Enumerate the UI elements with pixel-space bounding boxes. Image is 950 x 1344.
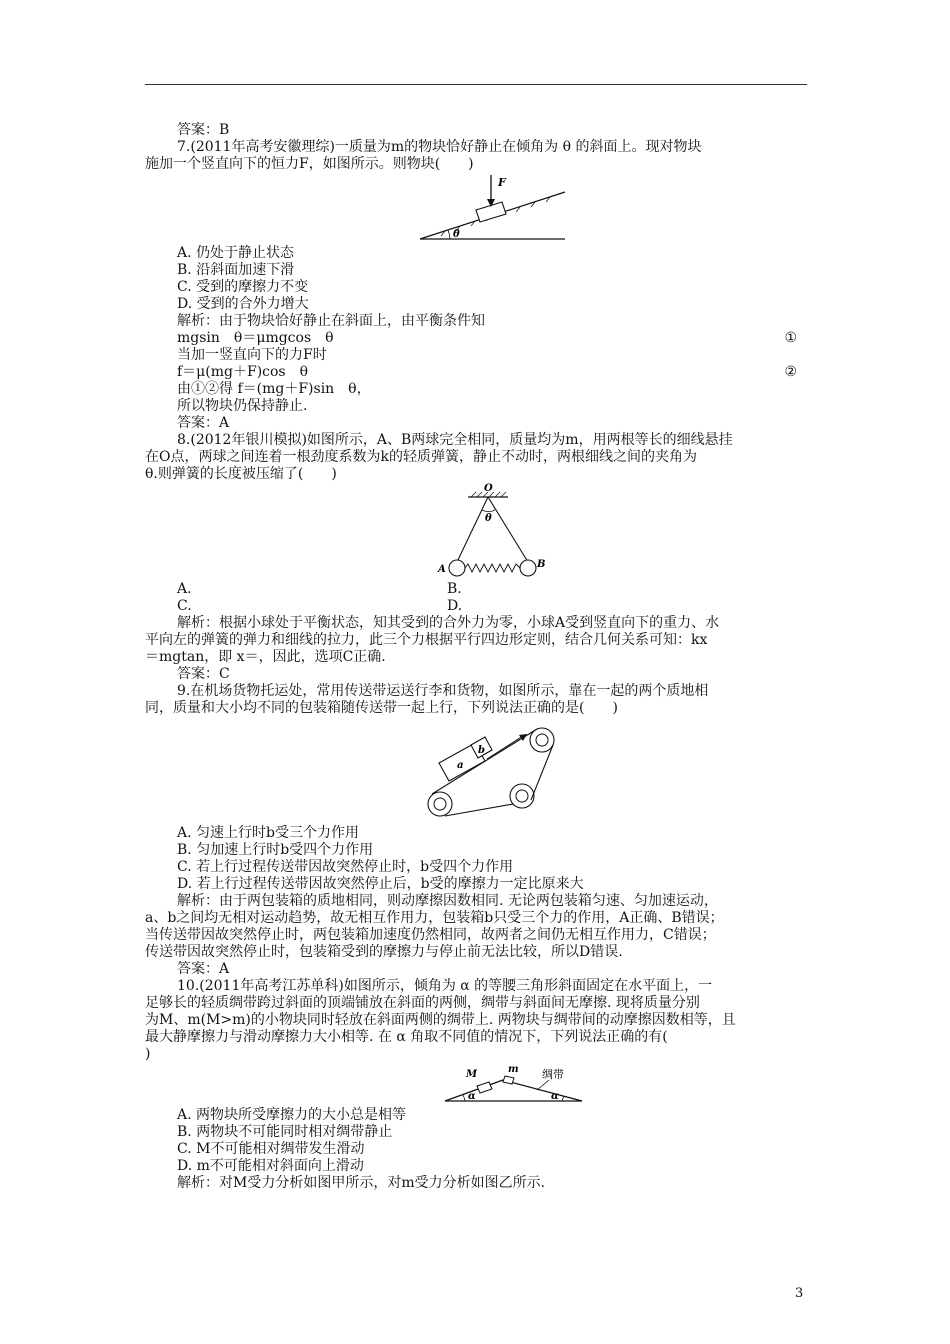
q7-solution-line1: 解析：由于物块恰好静止在斜面上，由平衡条件知 [177, 313, 485, 329]
q8-spring-figure [145, 483, 807, 581]
suspended-balls-diagram [449, 492, 536, 576]
point-o-label: O [484, 483, 493, 494]
header-rule [145, 84, 807, 85]
q9-stem-line2: 同，质量和大小均不同的包装箱随传送带一起上行，下列说法正确的是( ) [145, 700, 618, 716]
q7-option-c: C. 受到的摩擦力不变 [177, 279, 309, 295]
q8-solution-line1: 解析：根据小球处于平衡状态，知其受到的合外力为零，小球A受到竖直向下的重力、水 [177, 615, 720, 631]
page-number: 3 [795, 1286, 804, 1301]
q9-option-c: C. 若上行过程传送带因故突然停止时，b受四个力作用 [177, 859, 514, 875]
incline-block-diagram [420, 175, 565, 239]
q10-solution-line1: 解析：对M受力分析如图甲所示，对m受力分析如图乙所示. [177, 1175, 546, 1191]
q7-option-b: B. 沿斜面加速下滑 [177, 262, 295, 278]
q10-incline-figure [145, 1063, 807, 1107]
q6-answer: 答案：B [177, 122, 230, 138]
q7-solution-line4: 所以物块仍保持静止. [177, 398, 308, 414]
equation-text: mgsin θ＝μmgcos θ [177, 330, 334, 346]
q10-stem-line2: 足够长的轻质绸带跨过斜面的顶端铺放在斜面的两侧，绸带与斜面间无摩擦. 现将质量分别 [145, 995, 700, 1011]
q8-option-d: D. [447, 598, 463, 614]
angle-label: θ [453, 229, 460, 240]
q7-equation-1 [145, 330, 807, 347]
q7-equation-2 [145, 364, 807, 381]
q9-solution-line4: 传送带因故突然停止时，包装箱受到的摩擦力与停止前无法比较，所以D错误. [145, 944, 623, 960]
q8-options-row2 [145, 598, 807, 615]
q7-stem-line1: 7.(2011年高考安徽理综)一质量为m的物块恰好静止在倾角为 θ 的斜面上。现对物块 [177, 139, 702, 155]
ball-b-label: B [537, 559, 546, 570]
q10-option-a: A. 两物块所受摩擦力的大小总是相等 [177, 1107, 407, 1123]
q9-option-a: A. 匀速上行时b受三个力作用 [177, 825, 359, 841]
q8-option-b: B. [447, 581, 462, 597]
q8-option-a: A. [177, 581, 192, 597]
q8-solution-line3: ＝mgtan，即 x＝，因此，选项C正确. [145, 649, 386, 665]
q8-options-row1 [145, 581, 807, 598]
q7-stem-line2: 施加一个竖直向下的恒力F，如图所示。则物块( ) [145, 156, 474, 172]
conveyor-belt-diagram [428, 728, 554, 816]
q10-stem-line5: ) [145, 1046, 151, 1062]
block-big-label: M [466, 1069, 478, 1080]
q9-option-b: B. 匀加速上行时b受四个力作用 [177, 842, 374, 858]
q7-solution-line2: 当加一竖直向下的力F时 [177, 347, 327, 363]
q7-option-a: A. 仍处于静止状态 [177, 245, 295, 261]
q8-stem-line1: 8.(2012年银川模拟)如图所示，A、B两球完全相同，质量均为m，用两根等长的细线悬挂 [177, 432, 733, 448]
equation-text: f＝μ(mg＋F)cos θ [177, 364, 309, 380]
q7-option-d: D. 受到的合外力增大 [177, 296, 309, 312]
q10-stem-line4: 最大静摩擦力与滑动摩擦力大小相等. 在 α 角取不同值的情况下，下列说法正确的有( [145, 1029, 668, 1045]
q10-option-c: C. M不可能相对绸带发生滑动 [177, 1141, 365, 1157]
silk-label: 绸带 [542, 1068, 564, 1081]
alpha-left-label: α [468, 1091, 476, 1102]
ball-a-label: A [438, 564, 446, 575]
q9-option-d: D. 若上行过程传送带因故突然停止后，b受的摩擦力一定比原来大 [177, 876, 584, 892]
q10-stem-line3: 为M、m(M>m)的小物块同时轻放在斜面两侧的绸带上. 两物块与绸带间的动摩擦因数相等，且 [145, 1012, 736, 1028]
box-b-label: b [478, 745, 485, 756]
document-body [145, 122, 807, 1192]
equation-number: ① [784, 330, 797, 346]
q8-option-c: C. [177, 598, 192, 614]
q10-option-d: D. m不可能相对斜面向上滑动 [177, 1158, 364, 1174]
q9-stem-line1: 9.在机场货物托运处，常用传送带运送行李和货物，如图所示，靠在一起的两个质地相 [177, 683, 709, 699]
box-a-label: a [457, 760, 464, 771]
q8-stem-line2: 在O点，两球之间连着一根劲度系数为k的轻质弹簧，静止不动时，两根细线之间的夹角为 [145, 449, 697, 465]
q9-solution-line3: 当传送带因故突然停止时，两包装箱加速度仍然相同，故两者之间仍无相互作用力，C错误； [145, 927, 716, 943]
q9-answer: 答案：A [177, 961, 230, 977]
force-label: F [498, 176, 506, 189]
q10-stem-line1: 10.(2011年高考江苏单科)如图所示，倾角为 α 的等腰三角形斜面固定在水平面上，一 [177, 978, 713, 994]
theta-label: θ [485, 513, 492, 524]
q8-stem-line3: θ.则弹簧的长度被压缩了( ) [145, 466, 337, 482]
q7-answer: 答案：A [177, 415, 230, 431]
q8-answer: 答案：C [177, 666, 230, 682]
equation-number: ② [784, 364, 797, 380]
alpha-right-label: α [551, 1091, 559, 1102]
q9-solution-line1: 解析：由于两包装箱的质地相同，则动摩擦因数相同. 无论两包装箱匀速、匀加速运动， [177, 893, 718, 909]
q9-solution-line2: a、b之间均无相对运动趋势，故无相互作用力，包装箱b只受三个力的作用，A正确、B错误； [145, 910, 724, 926]
q8-solution-line2: 平向左的弹簧的弹力和细线的拉力，此三个力根据平行四边形定则，结合几何关系可知：kx [145, 632, 708, 648]
q10-option-b: B. 两物块不可能同时相对绸带静止 [177, 1124, 393, 1140]
block-small-label: m [508, 1064, 519, 1075]
q7-incline-figure [145, 173, 807, 245]
q9-conveyor-figure [145, 717, 807, 825]
q7-solution-line3: 由①②得 f＝(mg＋F)sin θ， [177, 381, 371, 397]
